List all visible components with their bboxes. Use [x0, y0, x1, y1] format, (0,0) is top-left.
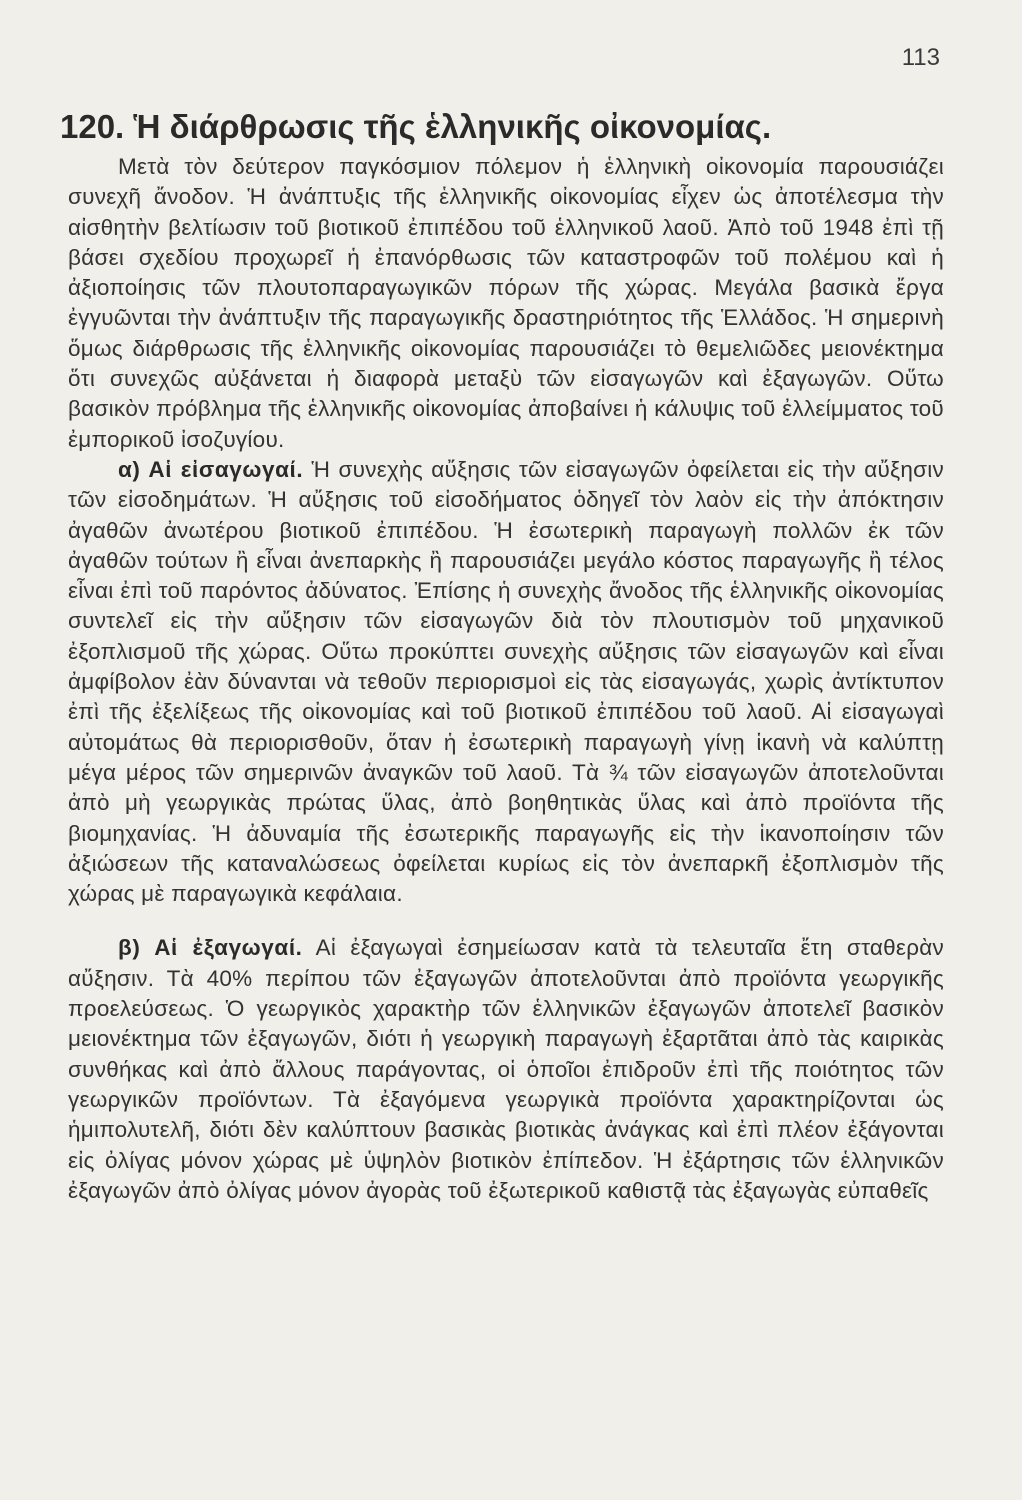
- exports-paragraph: [68, 933, 944, 1206]
- imports-paragraph: [68, 455, 944, 909]
- section-heading: 120. Ἡ διάρθρωσις τῆς ἑλληνικῆς οἰκονομίας.: [60, 108, 772, 145]
- intro-paragraph: Μετὰ τὸν δεύτερον παγκόσμιον πόλεμον ἡ ἑλληνικὴ οἰκονομία παρουσιάζει συνεχῆ ἄνοδον. Ἡ ἀνάπτυξις τῆς ἑλληνικῆς οἰκονομίας εἶχεν ὡς ἀποτέλεσμα τὴν αἰσθητὴν βελτίωσιν τοῦ βιοτικοῦ ἐπιπέδου τοῦ ἑλληνικοῦ λαοῦ. Ἀπὸ τοῦ 1948 ἐπὶ τῇ βάσει σχεδίου προχωρεῖ ἡ ἐπανόρθωσις τῶν καταστροφῶν τοῦ πολέμου καὶ ἡ ἀξιοποίησις τῶν πλουτοπαραγωγικῶν πόρων τῆς χώρας. Μεγάλα βασικὰ ἔργα ἐγγυῶνται τὴν ἀνάπτυξιν τῆς παραγωγικῆς δραστηριότητος τῆς Ἑλλάδος. Ἡ σημερινὴ ὅμως διάρθρωσις τῆς ἑλληνικῆς οἰκονομίας παρουσιάζει τὸ θεμελιῶδες μειονέκτημα ὅτι συνεχῶς αὐξάνεται ἡ διαφορὰ μεταξὺ τῶν εἰσαγωγῶν καὶ ἐξαγωγῶν. Οὕτω βασικὸν πρόβλημα τῆς ἑλληνικῆς οἰκονομίας ἀποβαίνει ἡ κάλυψις τοῦ ἐλλείμματος τοῦ ἐμπορικοῦ ἰσοζυγίου.: [68, 154, 944, 452]
- exports-label: β) Αἱ ἐξαγωγαί.: [118, 935, 303, 961]
- imports-label: α) Αἱ εἰσαγωγαί.: [118, 456, 304, 482]
- page-number: 113: [901, 44, 940, 71]
- exports-text: Αἱ ἐξαγωγαὶ ἐσημείωσαν κατὰ τὰ τελευταῖα ἔτη σταθερὰν αὔξησιν. Τὰ 40% περίπου τῶν ἐξαγωγῶν ἀποτελοῦνται ἀπὸ προϊόντα γεωργικῆς προελεύσεως. Ὁ γεωργικὸς χαρακτὴρ τῶν ἑλληνικῶν ἐξαγωγῶν ἀποτελεῖ βασικὸν μειονέκτημα τῶν ἐξαγωγῶν, διότι ἡ γεωργικὴ παραγωγὴ ἐξαρτᾶται ἀπὸ τὰς καιρικὰς συνθήκας καὶ ἀπὸ ἄλλους παράγοντας, οἱ ὁποῖοι ἐπιδροῦν ἐπὶ τῆς ποιότητος τῶν γεωργικῶν προϊόντων. Τὰ ἐξαγόμενα γεωργικὰ προϊόντα χαρακτηρίζονται ὡς ἡμιπολυτελῆ, διότι δὲν καλύπτουν βασικὰς βιοτικὰς ἀνάγκας καὶ ἐπὶ πλέον ἐξάγονται εἰς ὀλίγας μόνον χώρας μὲ ὑψηλὸν βιοτικὸν ἐπίπεδον. Ἡ ἐξάρτησις τῶν ἑλληνικῶν ἐξαγωγῶν ἀπὸ ὀλίγας μόνον ἀγορὰς τοῦ ἐξωτερικοῦ καθιστᾷ τὰς ἐξαγωγὰς εὐπαθεῖς: [68, 935, 944, 1203]
- imports-text: Ἡ συνεχὴς αὔξησις τῶν εἰσαγωγῶν ὀφείλεται εἰς τὴν αὔξησιν τῶν εἰσοδημάτων. Ἡ αὔξησις τοῦ εἰσοδήματος ὁδηγεῖ τὸν λαὸν εἰς τὴν ἀπόκτησιν ἀγαθῶν ἀνωτέρου βιοτικοῦ ἐπιπέδου. Ἡ ἐσωτερικὴ παραγωγὴ πολλῶν ἐκ τῶν ἀγαθῶν τούτων ἢ εἶναι ἀνεπαρκὴς ἢ παρουσιάζει μεγάλο κόστος παραγωγῆς ἢ τέλος εἶναι ἐπὶ τοῦ παρόντος ἀδύνατος. Ἐπίσης ἡ συνεχὴς ἄνοδος τῆς ἑλληνικῆς οἰκονομίας συντελεῖ εἰς τὴν αὔξησιν τῶν εἰσαγωγῶν διὰ τὸν πλουτισμὸν τοῦ μηχανικοῦ ἐξοπλισμοῦ τῆς χώρας. Οὕτω προκύπτει συνεχὴς αὔξησις τῶν εἰσαγωγῶν καὶ εἶναι ἀμφίβολον ἐὰν δύνανται νὰ τεθοῦν περιορισμοὶ εἰς τὰς εἰσαγωγάς, χωρὶς ἀντίκτυπον ἐπὶ τῆς ἐξελίξεως τῆς οἰκονομίας καὶ τοῦ βιοτικοῦ ἐπιπέδου τοῦ λαοῦ. Αἱ εἰσαγωγαὶ αὐτομάτως θὰ περιορισθοῦν, ὅταν ἡ ἐσωτερικὴ παραγωγὴ γίνῃ ἱκανὴ νὰ καλύπτῃ μέγα μέρος τῶν σημερινῶν ἀναγκῶν τοῦ λαοῦ. Τὰ ¾ τῶν εἰσαγωγῶν ἀποτελοῦνται ἀπὸ μὴ γεωργικὰς πρώτας ὕλας, ἀπὸ βοηθητικὰς ὕλας καὶ ἀπὸ προϊόντα τῆς βιομηχανίας. Ἡ ἀδυναμία τῆς ἐσωτερικῆς παραγωγῆς εἰς τὴν ἱκανοποίησιν τῶν ἀξιώσεων τῆς καταναλώσεως ὀφείλεται κυρίως εἰς τὸν ἀνεπαρκῆ ἐξοπλισμὸν τῆς χώρας μὲ παραγωγικὰ κεφάλαια.: [68, 456, 944, 907]
- body-text: [68, 152, 944, 1206]
